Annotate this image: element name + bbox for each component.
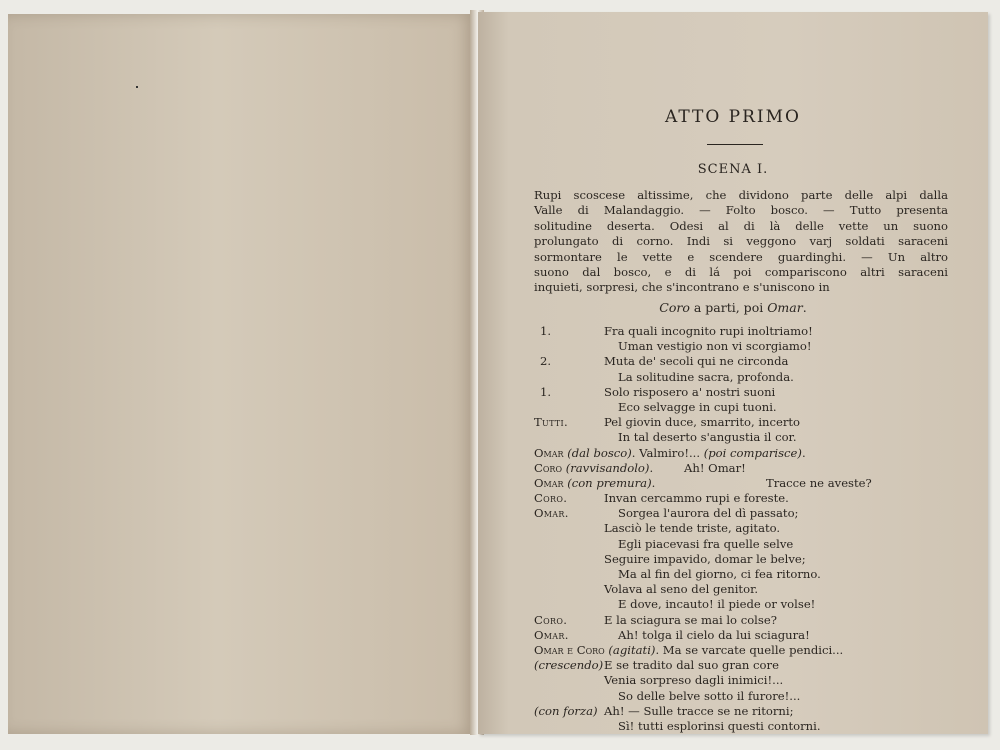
verse-text: Eco selvagge in cupi tuoni. [618, 399, 777, 414]
verse-text: Ah! tolga il cielo da lui sciagura! [618, 627, 810, 642]
verse-text: Lasciò le tende triste, agitato. [604, 521, 781, 536]
speaker-with-direction [534, 461, 653, 476]
stage-cue: (con premura) [567, 475, 652, 490]
stage-line: solitudine deserta. Odesi al di là delle vette un suono [534, 218, 948, 233]
verse-block [534, 324, 954, 734]
verse-line [534, 491, 954, 506]
verse-text: Pel giovin duce, smarrito, incerto [604, 415, 801, 430]
character-omar: Omar [767, 300, 803, 315]
verse-line [534, 385, 954, 400]
stage-cue: (con forza) [534, 703, 598, 718]
verse-line [534, 673, 954, 688]
verse-text: E la sciagura se mai lo colse? [604, 612, 777, 627]
speaker-with-direction [534, 446, 806, 461]
right-page [478, 12, 988, 734]
speaker-name: Tutti. [534, 415, 568, 430]
speaker-name: Omar. [534, 627, 569, 642]
verse-line [534, 567, 954, 582]
verse-line [534, 430, 954, 445]
stage-cue: (crescendo) [534, 658, 604, 673]
verse-text: Solo risposero a' nostri suoni [604, 384, 776, 399]
act-title: ATTO PRIMO [665, 107, 801, 127]
verse-line [534, 400, 954, 415]
verse-line [534, 704, 954, 719]
verse-text: Fra quali incognito rupi inoltriamo! [604, 324, 813, 338]
verse-text: Tracce ne aveste? [766, 475, 872, 490]
verse-line [534, 324, 954, 339]
verse-text: . Valmiro!... [631, 445, 704, 460]
verse-line [534, 521, 954, 536]
stage-line: Valle di Malandaggio. — Folto bosco. — Tutto presenta [534, 203, 948, 218]
stage-direction [534, 188, 948, 296]
verse-text: Ah! — Sulle tracce se ne ritorni; [604, 703, 794, 718]
speaker-name: Omar [534, 475, 568, 490]
verse-text: . Ma se varcate quelle pendici... [655, 642, 844, 657]
speaker-with-direction [534, 643, 843, 658]
speaker-name: 1. [540, 384, 552, 399]
speaker-name: Coro. [534, 612, 568, 627]
verse-text: Ma al fin del giorno, ci fea ritorno. [618, 567, 821, 581]
verse-line [534, 415, 954, 430]
verse-text: La solitudine sacra, profonda. [618, 369, 794, 384]
verse-text: Sì! tutti esplorinsi questi contorni. [618, 718, 821, 733]
verse-line [534, 552, 954, 567]
verse-text: . [649, 460, 654, 475]
verse-line [534, 582, 954, 597]
verse-text: Ah! Omar! [684, 460, 746, 475]
verse-line [534, 446, 954, 461]
speaker-with-direction [534, 476, 655, 491]
verse-line [534, 461, 954, 476]
stage-line: suono dal bosco, e di lá poi compariscono altri saraceni [534, 265, 948, 280]
speaker-name: Omar e Coro [534, 642, 609, 657]
verse-line [534, 339, 954, 354]
stage-line: prolungato di corno. Indi si veggono varj soldati saraceni [534, 234, 948, 249]
speaker-name: Omar [534, 445, 568, 460]
verse-text: Venia sorpreso dagli inimici!... [604, 673, 784, 688]
verse-text: Sorgea l'aurora del dì passato; [618, 506, 799, 521]
verse-line [534, 689, 954, 704]
stage-cue: (agitati) [608, 642, 656, 657]
verse-line [534, 476, 954, 491]
verse-text: . [801, 445, 806, 460]
characters-end: . [802, 300, 807, 315]
stage-line: inquieti, sorpresi, che s'incontrano e s'uniscono in [534, 280, 830, 295]
stage-line: Rupi scoscese altissime, che dividono parte delle alpi dalla [534, 188, 948, 202]
verse-text: . [651, 475, 656, 490]
verse-line [534, 613, 954, 628]
scene-title: SCENA I. [697, 162, 769, 177]
verse-text: In tal deserto s'angustia il cor. [618, 430, 797, 445]
verse-text: E se tradito dal suo gran core [604, 658, 779, 673]
character-coro: Coro [659, 300, 690, 315]
verse-text: Muta de' secoli qui ne circonda [604, 354, 789, 369]
left-page [8, 14, 474, 734]
verse-line [534, 537, 954, 552]
verse-text: Invan cercammo rupi e foreste. [604, 491, 789, 506]
stage-cue: (ravvisandolo) [565, 460, 650, 475]
verse-text: Uman vestigio non vi scorgiamo! [618, 339, 812, 354]
verse-text: Egli piacevasi fra quelle selve [618, 536, 794, 551]
speaker-name: Coro [534, 460, 566, 475]
speaker-name: 2. [540, 354, 552, 369]
verse-line [534, 628, 954, 643]
verse-line [534, 370, 954, 385]
characters-heading [478, 300, 988, 315]
characters-middle: a parti, poi [689, 300, 768, 315]
verse-text: Volava al seno del genitor. [604, 582, 759, 597]
title-rule [707, 144, 763, 145]
verse-text: So delle belve sotto il furore!... [618, 688, 801, 703]
speaker-name: 1. [540, 324, 552, 338]
stage-cue: (poi comparisce) [703, 445, 802, 460]
verse-line [534, 506, 954, 521]
verse-line [534, 597, 954, 612]
stage-line: sormontare le vette e scendere guardinghi. — Un altro [534, 249, 948, 264]
verse-line [534, 643, 954, 658]
speaker-name: Omar. [534, 506, 569, 521]
speaker-name: Coro. [534, 491, 568, 506]
ink-speck [136, 86, 138, 88]
verse-line [534, 719, 954, 734]
verse-text: E dove, incauto! il piede or volse! [618, 597, 816, 612]
verse-line [534, 354, 954, 369]
verse-line [534, 658, 954, 673]
stage-cue: (dal bosco) [567, 445, 632, 460]
verse-text: Seguire impavido, domar le belve; [604, 551, 806, 566]
